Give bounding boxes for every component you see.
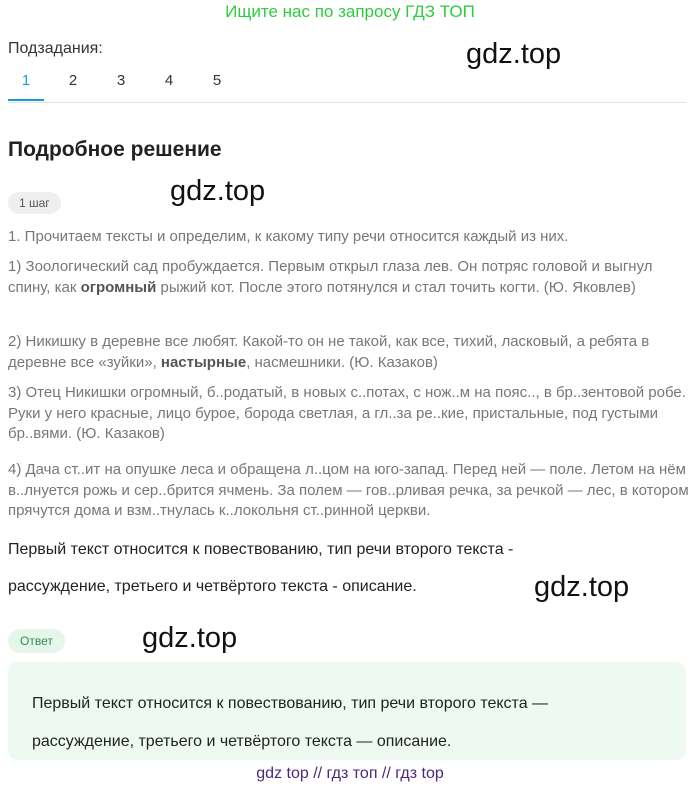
watermark: gdz.top <box>170 175 266 207</box>
conclusion-line: Первый текст относится к повествованию, тип речи второго текста - <box>8 541 514 558</box>
conclusion-line: рассуждение, третьего и четвёртого текста - описание. <box>8 578 417 595</box>
solution-text-1 <box>8 257 692 298</box>
section-title: Подробное решение <box>8 138 222 161</box>
tab-subtask-2[interactable]: 2 <box>68 72 78 89</box>
step-badge: 1 шаг <box>8 192 61 214</box>
subtask-tabs <box>8 70 686 103</box>
bold-word: настырные <box>160 353 247 371</box>
footer-links[interactable]: gdz top // гдз топ // гдз top <box>256 765 444 782</box>
text-segment: , насмешники. (Ю. Казаков) <box>246 353 438 371</box>
tab-subtask-3[interactable]: 3 <box>116 72 126 89</box>
solution-text-3: 3) Отец Никишки огромный, б..родатый, в новых с..потах, с нож..м на пояс.., в бр..зентовой робе. Руки у него красные, лицо бурое, борода светлая, а гл..за ре..кие, пристальные, под густыми бр..вями. (Ю. Казаков) <box>8 384 686 442</box>
answer-line: Первый текст относится к повествованию, тип речи второго текста — <box>32 695 549 712</box>
text-segment: 2) Никишку в деревне все любят. Какой-то он не такой, как все, тихий, ласковый, а ребята в деревне все «зуйки», <box>8 333 650 371</box>
solution-text-2 <box>8 332 692 373</box>
text-segment: рыжий кот. После этого потянулся и стал точить когти. (Ю. Яковлев) <box>156 278 636 296</box>
bold-word: огромный <box>80 278 157 296</box>
text-segment: 1) Зоологический сад пробуждается. Первым открыл глаза лев. Он потряс головой и выгнул спину, как <box>8 258 653 296</box>
tab-subtask-5[interactable]: 5 <box>212 72 222 89</box>
watermark: gdz.top <box>534 571 630 603</box>
answer-line: рассуждение, третьего и четвёртого текста — описание. <box>32 733 452 750</box>
answer-box <box>8 662 686 760</box>
watermark: gdz.top <box>142 622 238 654</box>
tab-subtask-4[interactable]: 4 <box>164 72 174 89</box>
solution-intro: 1. Прочитаем тексты и определим, к какому типу речи относится каждый из них. <box>8 228 569 245</box>
tab-subtask-1[interactable]: 1 <box>8 70 44 101</box>
answer-badge: Ответ <box>8 629 65 653</box>
watermark: gdz.top <box>466 38 562 70</box>
top-banner[interactable]: Ищите нас по запросу ГДЗ ТОП <box>225 2 475 21</box>
subtasks-label: Подзадания: <box>8 40 103 57</box>
solution-text-4: 4) Дача ст..ит на опушке леса и обращена л..цом на юго-запад. Перед ней — поле. Летом на нём в..лнуется рожь и сер..брится ячмень. За полем — гов..рливая речка, за речкой — лес, в котором прячутся дома и взм..тнулась к..локольня ст..ринной церкви. <box>8 461 689 519</box>
